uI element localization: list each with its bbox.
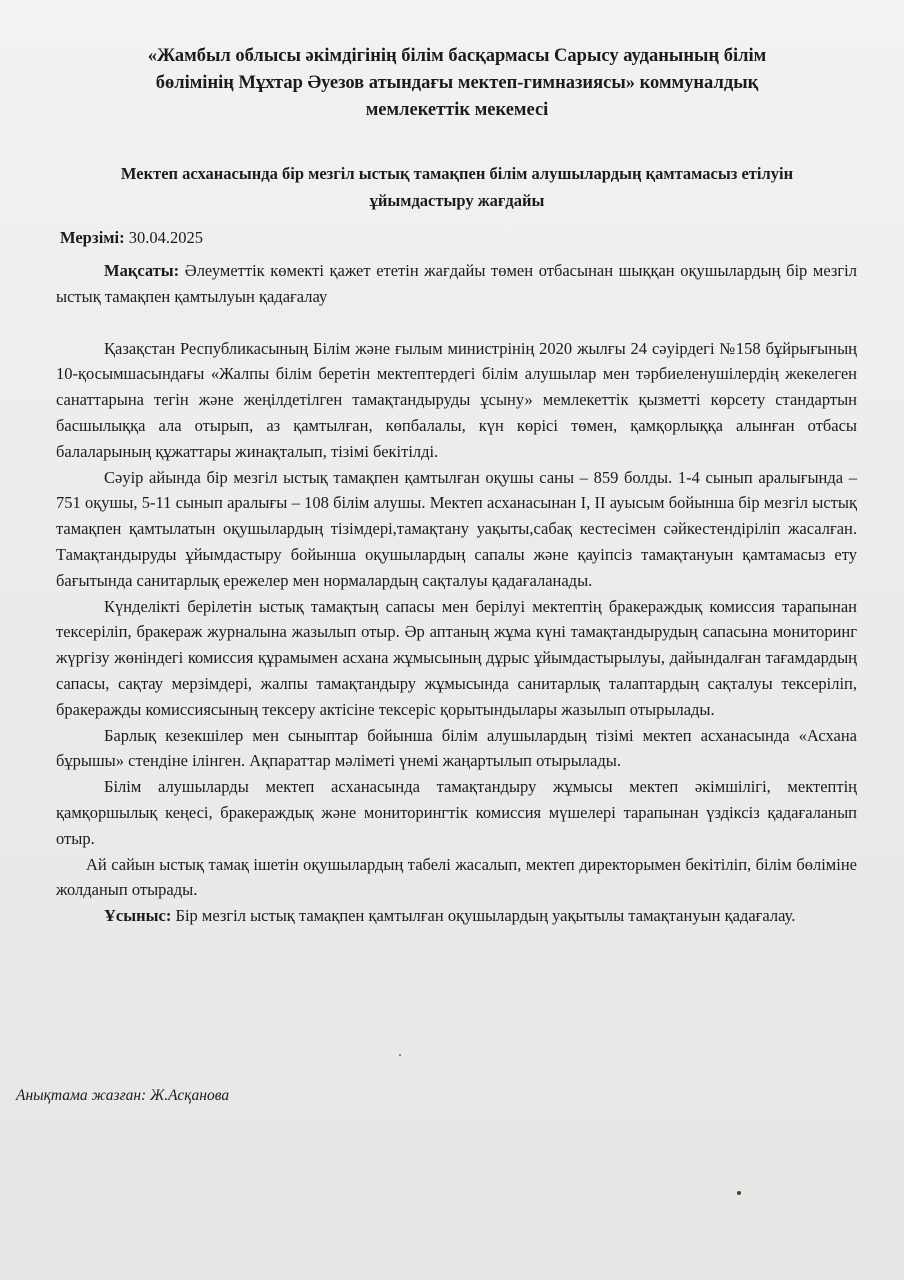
deadline-line <box>60 228 203 248</box>
body-paragraph: Барлық кезекшілер мен сыныптар бойынша білім алушылардың тізімі мектеп асханасында «Асхана бұрышы» стендіне ілінген. Ақпараттар мәліметі үнемі жаңартылып отырылады. <box>56 725 857 771</box>
body-paragraph: Білім алушыларды мектеп асханасында тамақтандыру жұмысы мектеп әкімшілігі, мектептің қамқоршылық кеңесі, бракераждық және мониторингтік комиссия мүшелері тарапынан үздіксіз қадағаланып отыр. <box>56 777 857 848</box>
goal-text: Әлеуметтік көмекті қажет ететін жағдайы төмен отбасынан шыққан оқушылардың бір мезгіл ыстық тамақпен қамтылуын қадағалау <box>56 261 857 306</box>
body-paragraph: Ай сайын ыстық тамақ ішетін оқушылардың табелі жасалып, мектеп директорымен бекітіліп, білім бөліміне жолданып отырады. <box>56 854 857 900</box>
ink-dot <box>737 1191 741 1195</box>
body-paragraph: Қазақстан Республикасының Білім және ғылым министрінің 2020 жылғы 24 сәуірдегі №158 бұйрығының 10-қосымшасындағы «Жалпы білім беретін мектептердегі білім алушылар мен тәрбиеленушілердің жекелеген санаттарына тегін және жеңілдетілген тамақтандыруды ұсыну» мемлекеттік қызметті көрсету стандартын басшылыққа ала отырып, аз қамтылған, көпбалалы, күн көрісі төмен, қамқорлыққа алынған отбасы балаларының құжаттары жинақталып, тізімі бекітілді. <box>56 338 857 461</box>
document-title <box>60 160 854 214</box>
signature-line: Анықтама жазған: Ж.Асқанова <box>16 1087 230 1104</box>
proposal-label: Ұсыныс: <box>104 906 172 926</box>
deadline-value: 30.04.2025 <box>124 228 203 247</box>
organization-header <box>60 43 854 124</box>
goal-paragraph <box>56 258 857 310</box>
organization-line-3: мемлекеттік мекемесі <box>365 100 549 120</box>
proposal-paragraph <box>56 903 857 929</box>
deadline-label: Мерзімі: <box>60 228 125 247</box>
proposal-text: Бір мезгіл ыстық тамақпен қамтылған оқушылардың уақытылы тамақтануын қадағалау. <box>171 906 796 926</box>
organization-line-1: «Жамбыл облысы әкімдігінің білім басқармасы Сарысу ауданының білім <box>147 46 767 66</box>
ink-speck <box>399 1054 401 1056</box>
document-body <box>56 258 857 929</box>
body-paragraph: Сәуір айында бір мезгіл ыстық тамақпен қамтылған оқушы саны – 859 болды. 1-4 сынып аралығында – 751 оқушы, 5-11 сынып аралығы – 108 білім алушы. Мектеп асханасынан І, ІІ ауысым бойынша бір мезгіл ыстық тамақпен қамтылатын оқушылардың тізімдері,тамақтану уақыты,сабақ кестесімен сәйкестендіріліп жасалған. Тамақтандыруды ұйымдастыру бойынша оқушылардың сапалы және қауіпсіз тамақтануын қамтамасыз ету бағытында санитарлық ережелер мен нормалардың сақталуы қадағаланады. <box>56 467 857 590</box>
document-title-line-1: Мектеп асханасында бір мезгіл ыстық тамақпен білім алушылардың қамтамасыз етілуін <box>120 164 794 183</box>
organization-line-2: бөлімінің Мұхтар Әуезов атындағы мектеп-гимназиясы» коммуналдық <box>155 73 759 93</box>
body-paragraph: Күнделікті берілетін ыстық тамақтың сапасы мен берілуі мектептің бракераждық комиссия тарапынан тексеріліп, бракераж журналына жазылып отыр. Әр аптаның жұма күні тамақтандырудың сапасына мониторинг жүргізу жөніндегі комиссия құрамымен асхана жұмысының дұрыс ұйымдастырылуы, дайындалған тағамдардың сапасы, сақтау мерзімдері, жалпы тамақтандыру жұмысында санитарлық талаптардың сақталуы тексеріліп, бракеражды комиссиясының тексеру актісіне тексеріс қорытындылары жазылып отырылады. <box>56 596 857 719</box>
goal-label: Мақсаты: <box>104 261 180 280</box>
document-title-line-2: ұйымдастыру жағдайы <box>369 191 545 210</box>
